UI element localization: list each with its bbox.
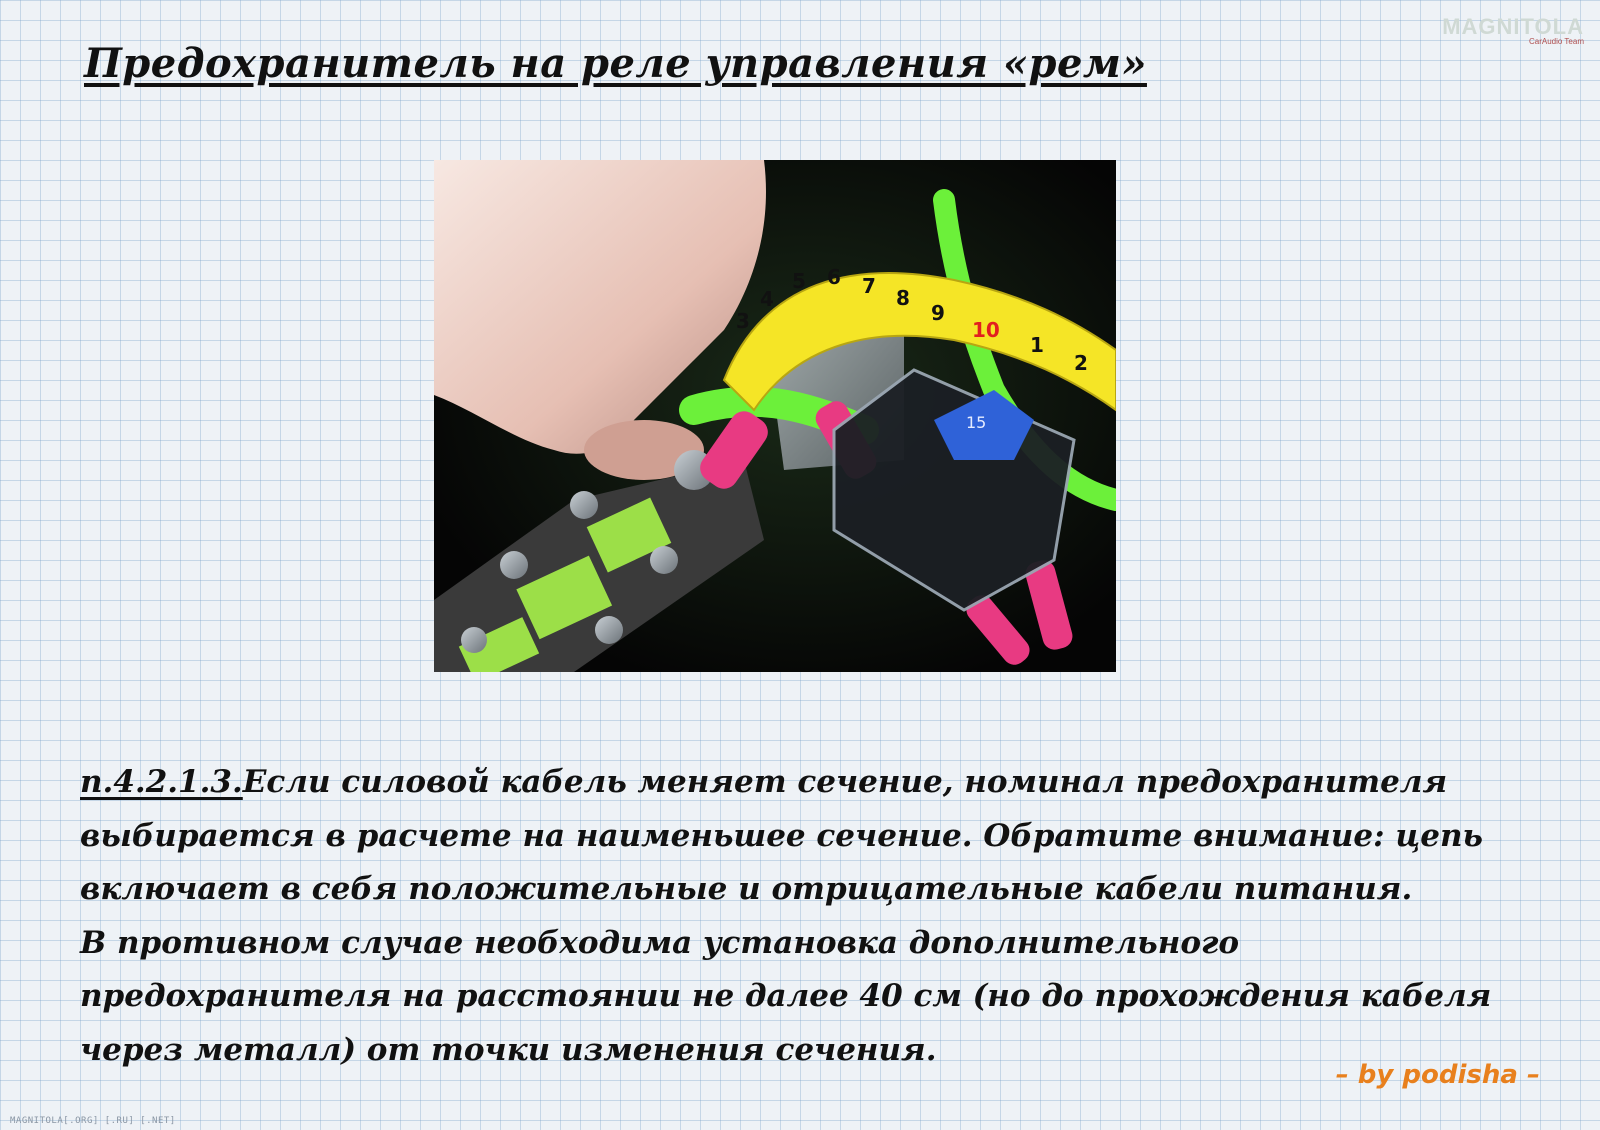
bolt <box>650 546 678 574</box>
page-title: Предохранитель на реле управления «рем» <box>84 40 1147 87</box>
tape-number: 6 <box>827 265 841 289</box>
bolt <box>461 627 487 653</box>
tape-number: 4 <box>760 287 774 311</box>
author-signature: – by podisha – <box>1335 1060 1540 1090</box>
tape-number: 10 <box>972 318 1000 342</box>
body-line <box>80 756 1550 810</box>
tape-number: 8 <box>896 286 910 310</box>
tape-number: 7 <box>862 274 876 298</box>
body-line: включает в себя положительные и отрицательные кабели питания. <box>80 871 1413 907</box>
bolt <box>570 491 598 519</box>
site-watermark: MAGNITOLA[.ORG] [.RU] [.NET] <box>10 1116 176 1126</box>
brand-logo <box>1442 14 1584 46</box>
tape-number: 1 <box>1030 333 1044 357</box>
clause-number: п.4.2.1.3. <box>80 764 243 800</box>
fuse-relay-photo <box>434 160 1116 672</box>
body-line: В противном случае необходима установка дополнительного <box>80 924 1240 961</box>
tape-number: 2 <box>1074 351 1088 375</box>
body-line: предохранителя на расстоянии не далее 40 см (но до прохождения кабеля <box>80 978 1492 1014</box>
tape-number: 3 <box>736 309 750 333</box>
body-line: через металл) от точки изменения сечения. <box>80 1031 937 1068</box>
body-line: выбирается в расчете на наименьшее сечение. Обратите внимание: цепь <box>80 817 1483 854</box>
tape-number: 5 <box>792 269 806 293</box>
tape-number: 9 <box>931 301 945 325</box>
bolt <box>500 551 528 579</box>
clause-text <box>80 756 1550 1077</box>
logo-subtitle: CarAudio Team <box>1529 37 1584 46</box>
body-line-text: Если силовой кабель меняет сечение, номинал предохранителя <box>242 764 1448 800</box>
bolt <box>595 616 623 644</box>
fuse-rating: 15 <box>966 413 987 432</box>
logo-name: MAGNITOLA <box>1442 14 1584 39</box>
